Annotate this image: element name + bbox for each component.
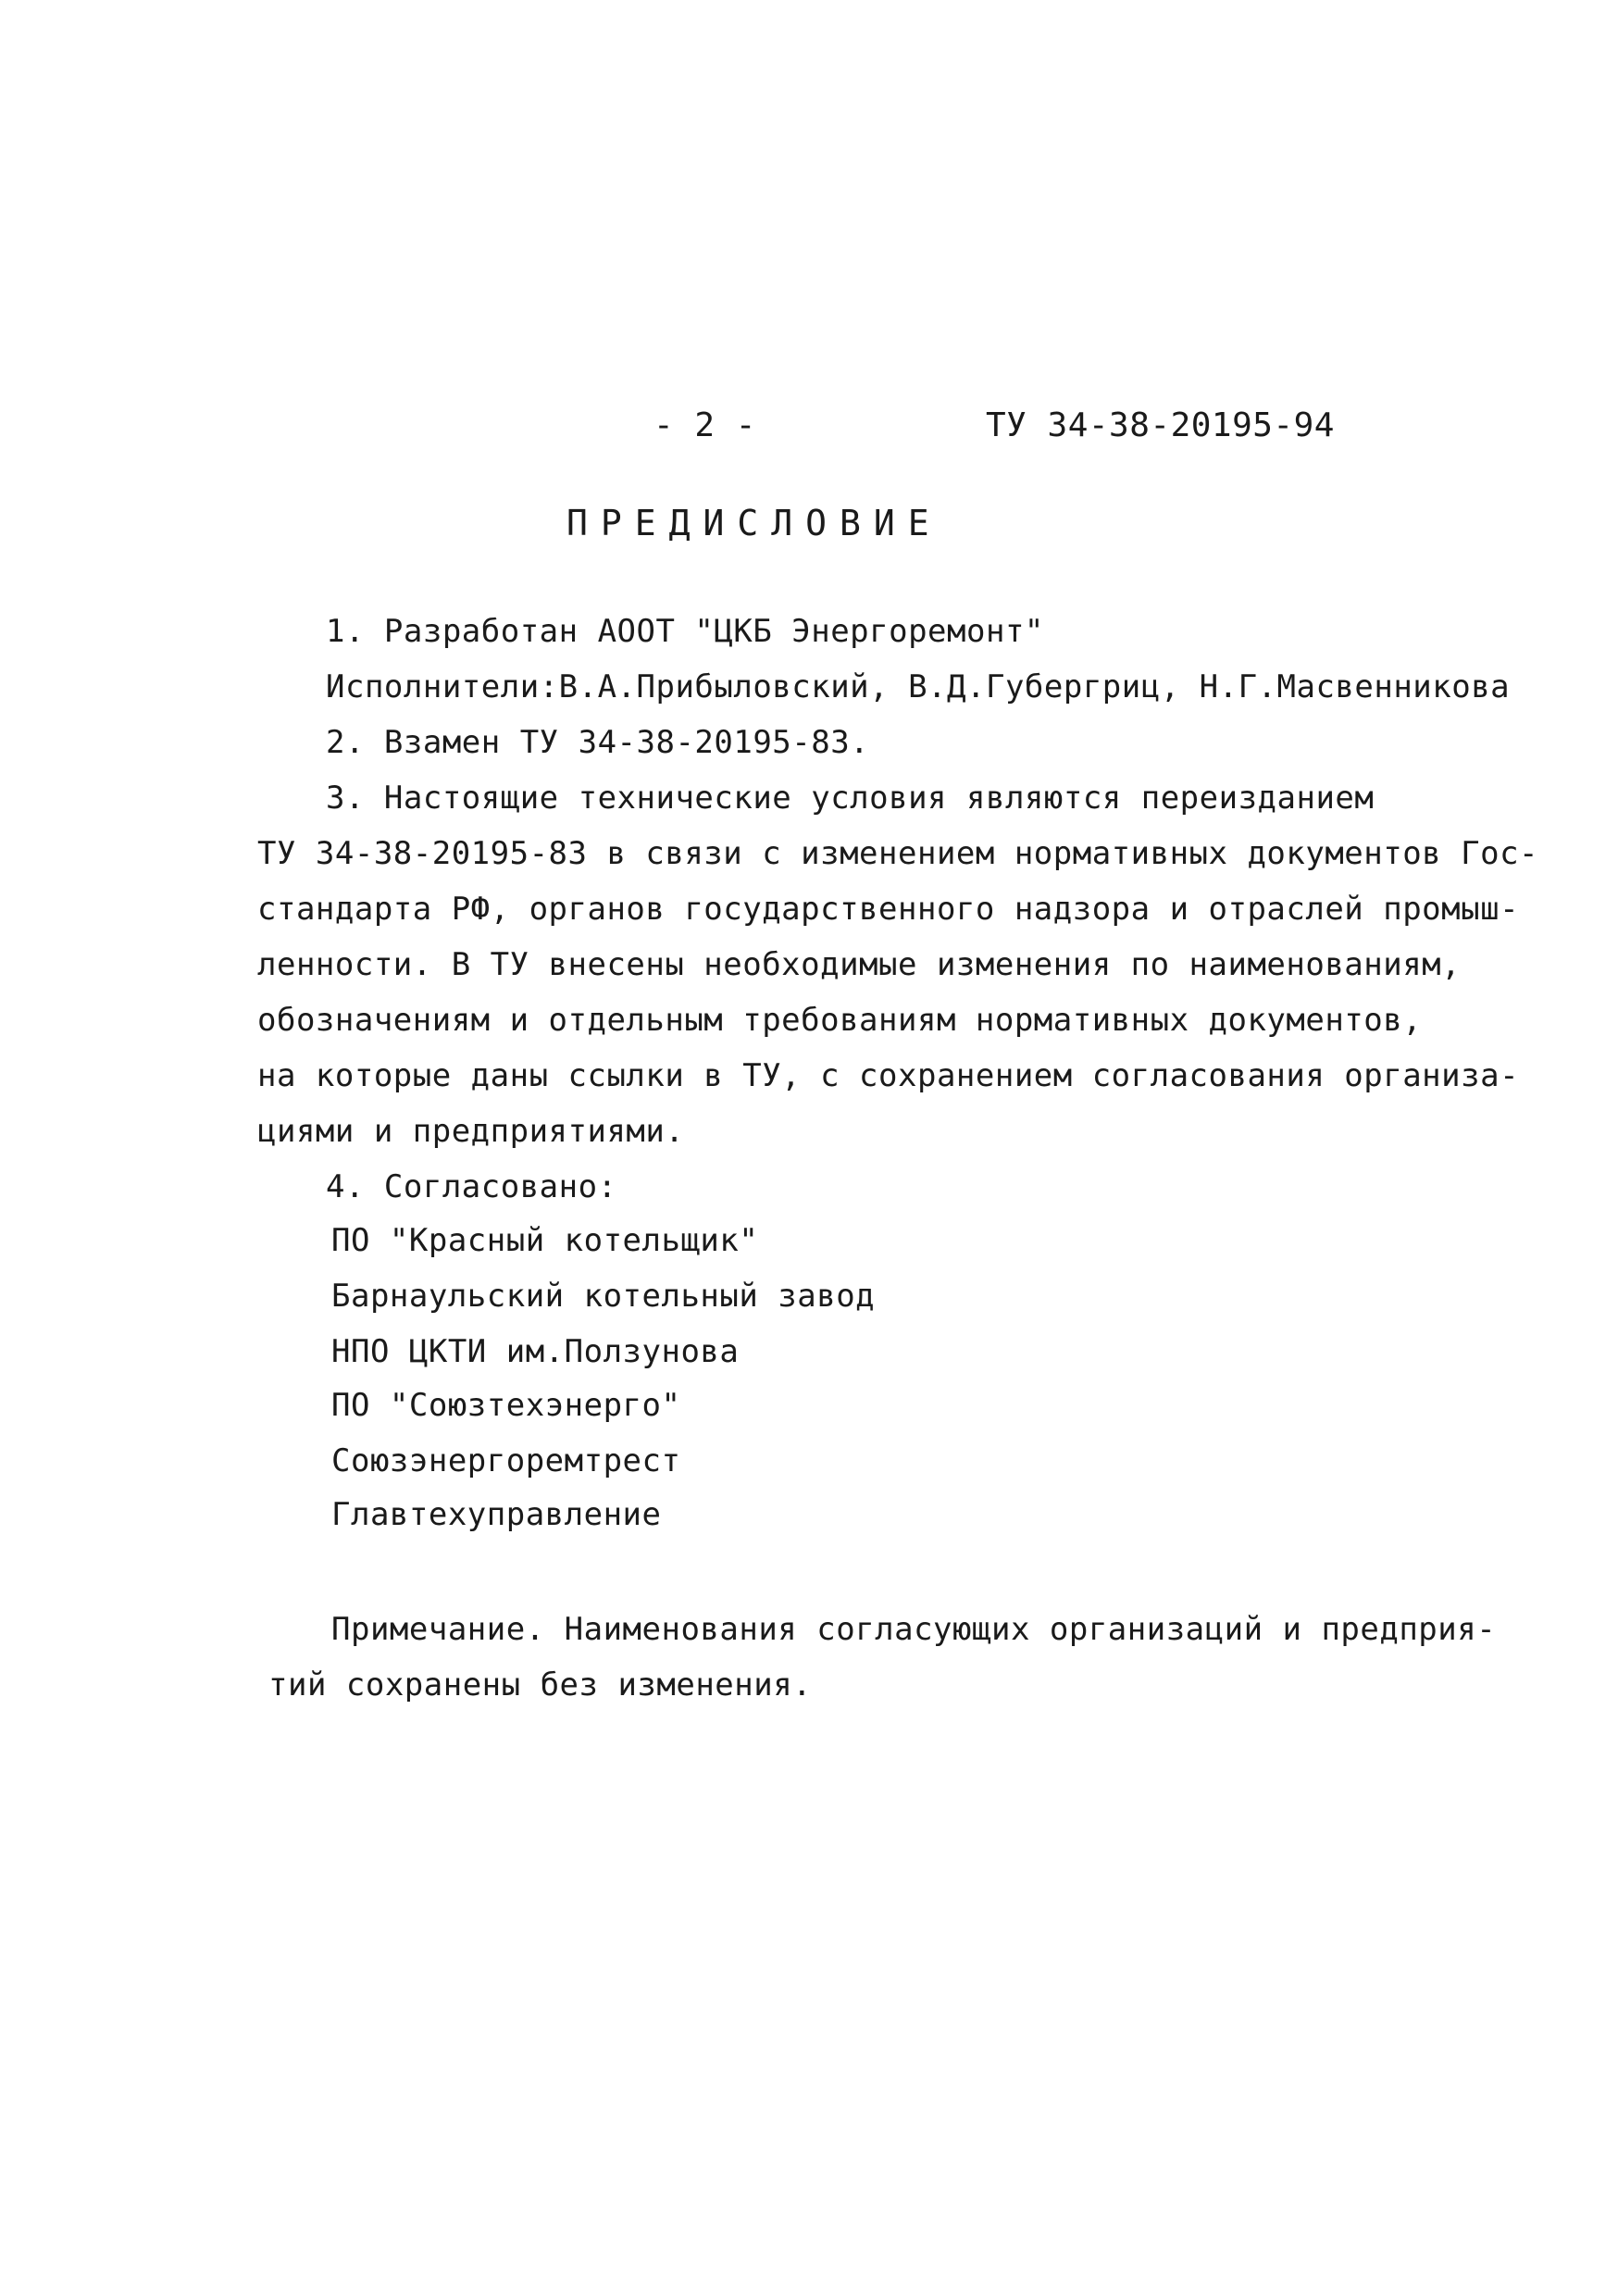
- item-3-line-4: ленности. В ТУ внесены необходимые изменения по наименованиям,: [257, 946, 1462, 983]
- item-3-line-2: ТУ 34-38-20195-83 в связи с изменением нормативных документов Гос-: [257, 835, 1539, 872]
- note-line-1: Примечание. Наименования согласующих организаций и предприя-: [331, 1611, 1497, 1648]
- agreed-org: Барнаульский котельный завод: [331, 1278, 876, 1315]
- agreed-org: Союзэнергоремтрест: [331, 1442, 681, 1479]
- note-line-2: тий сохранены без изменения.: [268, 1666, 813, 1703]
- agreed-org: ПО "Союзтехэнерго": [331, 1387, 681, 1424]
- agreed-org: Главтехуправление: [331, 1496, 662, 1533]
- item-3-line-1: 3. Настоящие технические условия являются переизданием: [326, 780, 1375, 817]
- item-3-line-6: на которые даны ссылки в ТУ, с сохранением согласования организа-: [257, 1057, 1520, 1094]
- document-code: ТУ 34-38-20195-94: [986, 406, 1335, 444]
- item-3-line-5: обозначениям и отдельным требованиям нормативных документов,: [257, 1002, 1423, 1039]
- item-3-line-3: стандарта РФ, органов государственного надзора и отраслей промыш-: [257, 891, 1520, 928]
- item-3-line-7: циями и предприятиями.: [257, 1113, 685, 1150]
- agreed-org: ПО "Красный котельщик": [331, 1222, 759, 1259]
- executors-line: Исполнители:В.А.Прибыловский, В.Д.Губергриц, Н.Г.Масвенникова: [326, 668, 1511, 705]
- page-number: - 2 -: [653, 406, 756, 444]
- section-title: ПРЕДИСЛОВИЕ: [566, 503, 942, 543]
- item-2-replaces: 2. Взамен ТУ 34-38-20195-83.: [326, 724, 870, 761]
- agreed-org: НПО ЦКТИ им.Ползунова: [331, 1333, 740, 1370]
- item-1-developer: 1. Разработан АООТ "ЦКБ Энергоремонт": [326, 613, 1044, 650]
- item-4-agreed: 4. Согласовано:: [326, 1168, 617, 1205]
